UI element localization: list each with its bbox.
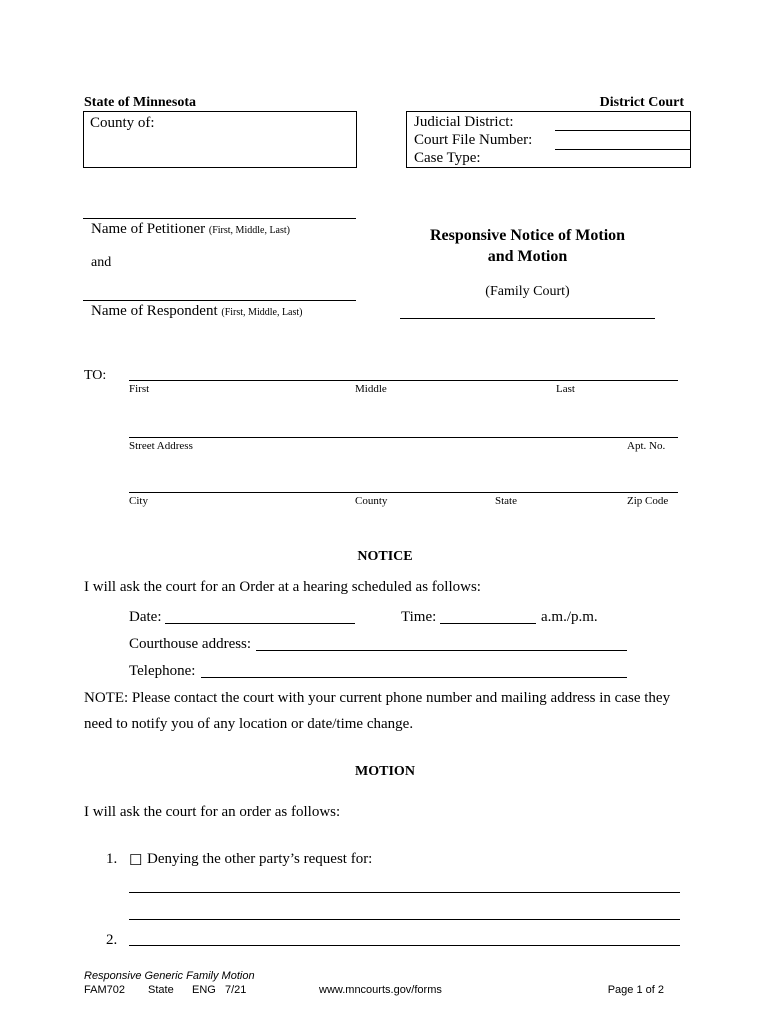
court-file-number-label: Court File Number: [414, 132, 533, 148]
to-name-field[interactable] [129, 380, 678, 381]
street-address-caption: Street Address [129, 440, 193, 452]
respondent-hint: (First, Middle, Last) [221, 307, 303, 318]
item-1-number: 1. [106, 851, 118, 867]
date-label: Date: [129, 609, 162, 625]
item-1-line-1[interactable] [129, 892, 680, 893]
state-label: State of Minnesota [84, 95, 196, 110]
and-label: and [91, 255, 112, 270]
footer-state: State [148, 984, 174, 996]
motion-heading: MOTION [355, 764, 415, 779]
footer-form-title: Responsive Generic Family Motion [84, 970, 255, 982]
petitioner-hint: (First, Middle, Last) [208, 225, 290, 236]
court-file-number-field[interactable] [555, 149, 691, 150]
footer-language: ENG [192, 984, 216, 996]
case-info-box [406, 111, 691, 168]
petitioner-label: Name of Petitioner (First, Middle, Last) [91, 221, 290, 237]
title-signature-line[interactable] [400, 318, 655, 319]
footer-page-number: Page 1 of 2 [607, 984, 664, 996]
form-title-line2: and Motion [487, 248, 568, 265]
apt-caption: Apt. No. [627, 440, 666, 452]
note-line-2: need to notify you of any location or date/time change. [84, 716, 414, 732]
judicial-district-label: Judicial District: [414, 114, 514, 130]
item-2-number: 2. [106, 932, 118, 948]
date-field[interactable] [165, 623, 355, 624]
item-1-line-2[interactable] [129, 919, 680, 920]
telephone-field[interactable] [201, 677, 627, 678]
form-title-line1: Responsive Notice of Motion [429, 227, 626, 244]
state-caption: State [495, 495, 517, 507]
ampm-label: a.m./p.m. [541, 609, 598, 625]
form-subtitle: (Family Court) [485, 284, 570, 299]
notice-heading: NOTICE [357, 549, 413, 564]
petitioner-name-field[interactable] [83, 218, 356, 219]
street-address-field[interactable] [129, 437, 678, 438]
footer-date: 7/21 [225, 984, 247, 996]
respondent-label: Name of Respondent (First, Middle, Last) [91, 303, 303, 319]
footer-website[interactable]: www.mncourts.gov/forms [319, 984, 442, 996]
last-name-caption: Last [556, 383, 575, 395]
county-caption: County [355, 495, 388, 507]
time-field[interactable] [440, 623, 536, 624]
time-label: Time: [401, 609, 437, 625]
notice-intro: I will ask the court for an Order at a hearing scheduled as follows: [84, 579, 481, 595]
court-label: District Court [599, 95, 684, 110]
courthouse-address-label: Courthouse address: [129, 636, 252, 652]
case-type-label: Case Type: [414, 150, 481, 166]
middle-name-caption: Middle [355, 383, 387, 395]
county-label: County of: [90, 115, 155, 131]
note-line-1: NOTE: Please contact the court with your current phone number and mailing address in case they [84, 690, 671, 706]
item-1-checkbox[interactable]: ☐ [129, 853, 143, 869]
telephone-label: Telephone: [129, 663, 196, 679]
footer-form-code: FAM702 [84, 984, 125, 996]
motion-intro: I will ask the court for an order as follows: [84, 804, 341, 820]
city-caption: City [129, 495, 148, 507]
judicial-district-field[interactable] [555, 130, 691, 131]
zip-code-caption: Zip Code [627, 495, 669, 507]
first-name-caption: First [129, 383, 150, 395]
to-label: TO: [84, 368, 107, 383]
item-1-text: Denying the other party’s request for: [147, 851, 373, 867]
courthouse-address-field[interactable] [256, 650, 627, 651]
respondent-name-field[interactable] [83, 300, 356, 301]
county-box[interactable] [83, 111, 357, 168]
item-2-line[interactable] [129, 945, 680, 946]
city-state-zip-field[interactable] [129, 492, 678, 493]
